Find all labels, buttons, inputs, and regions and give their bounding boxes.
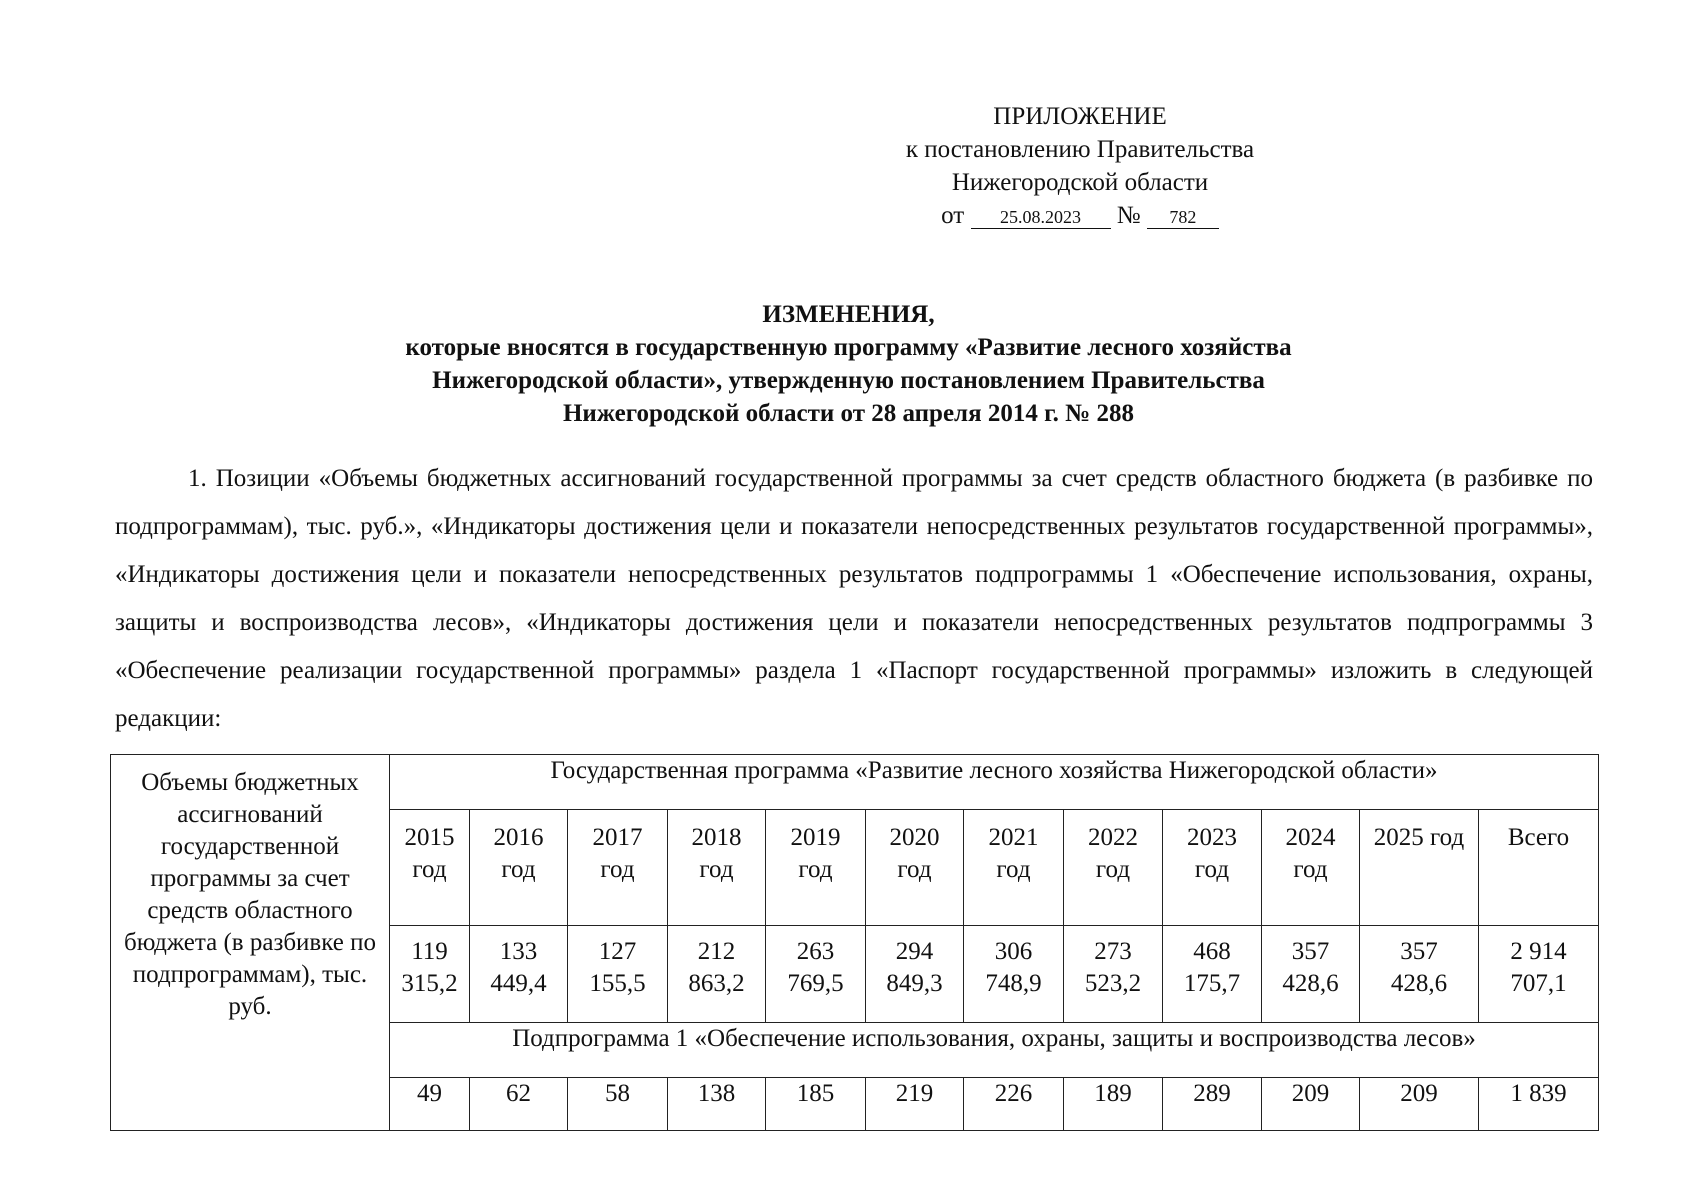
program-value-cell [470, 926, 568, 1023]
heading-line-2: которые вносятся в государственную программу «Развитие лесного хозяйства [405, 334, 1292, 361]
value-part-thousands: 357 [1291, 938, 1330, 965]
year-unit: год [600, 856, 635, 883]
year-header-cell [766, 810, 866, 926]
year-label: 2015 [404, 824, 455, 851]
subprogram-value-cell: 62 [470, 1078, 568, 1131]
value-part-thousands: 212 [697, 938, 736, 965]
year-label: 2018 [691, 824, 742, 851]
program-value-cell [1262, 926, 1360, 1023]
program-value-cell [1064, 926, 1163, 1023]
value-part-remainder: 155,5 [589, 970, 646, 997]
value-part-remainder: 428,6 [1390, 970, 1448, 997]
year-header-cell [568, 810, 668, 926]
year-unit: год [412, 856, 447, 883]
value-part-thousands: 306 [994, 938, 1033, 965]
value-part-remainder: 315,2 [401, 970, 458, 997]
year-unit: год [699, 856, 734, 883]
number-sign: № [1116, 202, 1141, 229]
year-label: 2017 [592, 824, 643, 851]
program-value-cell [766, 926, 866, 1023]
subprogram-value-cell: 185 [766, 1078, 866, 1131]
value-part-remainder: 428,6 [1282, 970, 1339, 997]
year-header-cell [668, 810, 766, 926]
subprogram-value-cell: 226 [964, 1078, 1064, 1131]
year-header-cell [470, 810, 568, 926]
program-value-cell [1360, 926, 1479, 1023]
year-header-cell [866, 810, 964, 926]
program-value-cell [1163, 926, 1262, 1023]
year-label: 2022 [1088, 824, 1138, 851]
year-label: 2024 [1285, 824, 1336, 851]
decree-date: 25.08.2023 [971, 206, 1111, 229]
value-part-thousands: 273 [1094, 938, 1132, 965]
year-unit: год [996, 856, 1031, 883]
year-label: 2023 [1187, 824, 1237, 851]
year-unit: год [897, 856, 932, 883]
heading-block [0, 298, 1697, 430]
value-part-thousands: 468 [1193, 938, 1231, 965]
program-value-cell [866, 926, 964, 1023]
year-label: 2021 [988, 824, 1039, 851]
year-header-cell [1360, 810, 1479, 926]
program-value-cell [964, 926, 1064, 1023]
year-label: Всего [1507, 824, 1570, 851]
subprogram-value-cell: 49 [390, 1078, 470, 1131]
subprogram-value-cell: 138 [668, 1078, 766, 1131]
subprogram-value-cell: 209 [1360, 1078, 1479, 1131]
appendix-title: ПРИЛОЖЕНИЕ [993, 103, 1167, 130]
program-value-cell [668, 926, 766, 1023]
year-unit: год [1194, 856, 1230, 883]
year-unit: год [1293, 856, 1328, 883]
budget-table [110, 754, 1599, 1131]
program-value-cell [568, 926, 668, 1023]
subprogram-value-cell: 289 [1163, 1078, 1262, 1131]
program-header: Государственная программа «Развитие лесного хозяйства Нижегородской области» [390, 755, 1599, 810]
body-paragraph: 1. Позиции «Объемы бюджетных ассигнований государственной программы за счет средств областного бюджета (в разбивке по подпрограммам), тыс. руб.», «Индикаторы достижения цели и показатели непосредственных результатов государственной программы», «Индикаторы достижения цели и показатели непосредственных результатов подпрограммы 1 «Обеспечение использования, охраны, защиты и воспроизводства лесов», «Индикаторы достижения цели и показатели непосредственных результатов подпрограммы 3 «Обеспечение реализации государственной программы» раздела 1 «Паспорт государственной программы» изложить в следующей редакции: [115, 465, 1593, 732]
year-header-cell [1064, 810, 1163, 926]
subprogram-header: Подпрограмма 1 «Обеспечение использования, охраны, защиты и воспроизводства лесов» [390, 1023, 1599, 1078]
value-part-remainder: 449,4 [490, 970, 547, 997]
decree-number: 782 [1147, 206, 1219, 229]
year-unit: год [1095, 856, 1131, 883]
year-unit: год [798, 856, 833, 883]
value-part-thousands: 294 [895, 938, 934, 965]
value-part-thousands: 133 [499, 938, 538, 965]
budget-label-cell: Объемы бюджетных ассигнований государственной программы за счет средств областного бюджета (в разбивке по подпрограммам), тыс. руб. [111, 755, 390, 1131]
value-part-thousands: 119 [411, 938, 448, 965]
heading-line-3: Нижегородской области», утвержденную постановлением Правительства [432, 367, 1265, 394]
appendix-line-2: к постановлению Правительства [905, 136, 1255, 163]
year-unit: год [501, 856, 536, 883]
year-header-cell [1163, 810, 1262, 926]
year-label: 2020 [889, 824, 940, 851]
value-part-remainder: 523,2 [1084, 970, 1142, 997]
value-part-thousands: 263 [796, 938, 835, 965]
subprogram-value-cell: 58 [568, 1078, 668, 1131]
year-header-cell [1262, 810, 1360, 926]
appendix-block [800, 100, 1360, 232]
appendix-date-row [800, 199, 1360, 232]
subprogram-value-cell: 189 [1064, 1078, 1163, 1131]
date-prefix: от [941, 202, 965, 229]
subprogram-value-cell: 219 [866, 1078, 964, 1131]
value-part-thousands: 357 [1400, 938, 1438, 965]
value-part-remainder: 175,7 [1183, 970, 1241, 997]
year-label: 2019 [790, 824, 841, 851]
value-part-thousands: 127 [598, 938, 637, 965]
year-label: 2025 год [1373, 824, 1465, 851]
year-header-cell [1479, 810, 1599, 926]
value-part-remainder: 849,3 [886, 970, 943, 997]
year-header-cell [390, 810, 470, 926]
heading-line-1: ИЗМЕНЕНИЯ, [762, 301, 935, 328]
heading-line-4: Нижегородской области от 28 апреля 2014 г. № 288 [562, 400, 1135, 427]
value-part-remainder: 707,1 [1510, 970, 1567, 997]
value-part-remainder: 748,9 [985, 970, 1042, 997]
year-header-cell [964, 810, 1064, 926]
subprogram-value-cell: 1 839 [1479, 1078, 1599, 1131]
program-header-row [111, 755, 1599, 810]
program-value-cell [390, 926, 470, 1023]
year-label: 2016 [493, 824, 544, 851]
subprogram-value-cell: 209 [1262, 1078, 1360, 1131]
value-part-remainder: 863,2 [688, 970, 745, 997]
value-part-remainder: 769,5 [787, 970, 844, 997]
value-part-thousands: 2 914 [1510, 938, 1567, 965]
program-value-cell [1479, 926, 1599, 1023]
appendix-line-3: Нижегородской области [951, 169, 1209, 196]
